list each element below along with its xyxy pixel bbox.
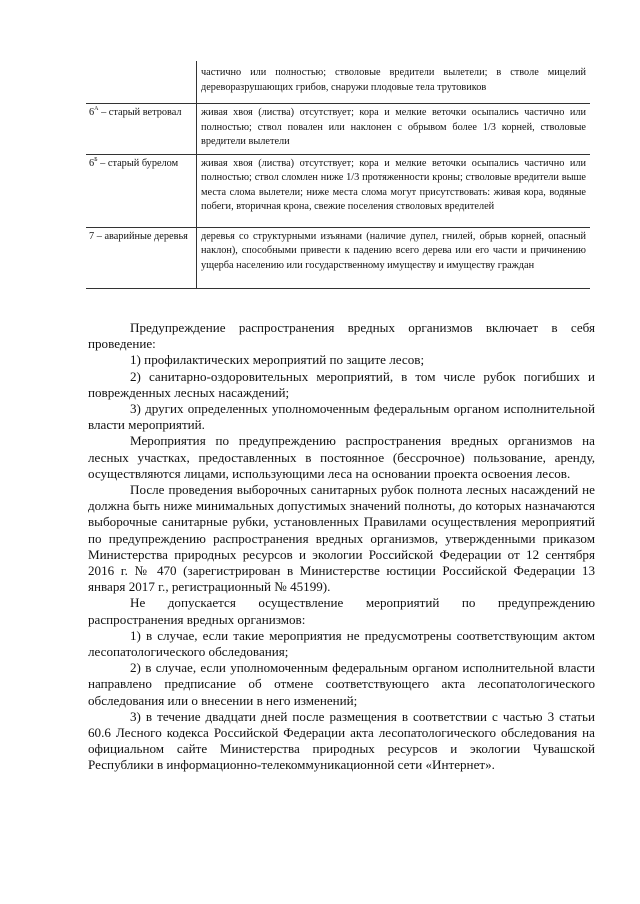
list-item: 2) санитарно-оздоровительных мероприятий, в том числе рубок погибших и поврежденных лесных насаждений;: [88, 368, 595, 400]
category-cell: [86, 61, 197, 104]
category-cell: [86, 227, 197, 288]
paragraph: Не допускается осуществление мероприятий по предупреждению распространения вредных организмов:: [88, 595, 595, 627]
category-cell: [86, 104, 197, 155]
category-number: 6: [89, 107, 95, 118]
category-number: 6: [89, 157, 95, 169]
paragraph: Мероприятия по предупреждению распространения вредных организмов на лесных участках, предоставленных в постоянное (бессрочное) пользование, аренду, осуществляются лицами, использующими леса на основании проекта освоения лесов.: [88, 433, 595, 481]
description-cell: живая хвоя (листва) отсутствует; кора и мелкие веточки осыпались частично или полностью; ствол повален или наклонен с обрывом более 1/3 корней, стволовые вредители вылетели: [197, 104, 591, 155]
paragraph: После проведения выборочных санитарных рубок полнота лесных насаждений не должна быть ниже минимальных допустимых значений полноты, до которых назначаются выборочные санитарные рубки, установленных Правилами осуществления мероприятий по предупреждению распространения вредных организмов, утвержденными приказом Министерства природных ресурсов и экологии Российской Федерации от 12 сентября 2016 г. № 470 (зарегистрирован в Министерстве юстиции Российской Федерации 13 января 2017 г., регистрационный № 45199).: [88, 482, 595, 595]
list-item: 2) в случае, если уполномоченным федеральным органом исполнительной власти направлено предписание об отмене соответствующего акта лесопатологического обследования или о внесении в него изменений;: [88, 660, 595, 708]
list-item: 1) профилактических мероприятий по защите лесов;: [130, 352, 425, 368]
category-superscript: А: [94, 106, 99, 112]
list-item: 3) других определенных уполномоченным федеральным органом исполнительной власти мероприятий.: [88, 401, 595, 433]
category-label: 7 – аварийные деревья: [89, 230, 188, 242]
table-row: [86, 154, 590, 227]
table-row: [86, 227, 590, 288]
body-text: [88, 320, 595, 774]
tree-condition-table: [86, 61, 590, 289]
paragraph: Предупреждение распространения вредных организмов включает в себя проведение:: [88, 320, 595, 352]
list-item: 1) в случае, если такие мероприятия не предусмотрены соответствующим актом лесопатологического обследования;: [88, 627, 595, 660]
category-label: – старый ветровал: [98, 107, 182, 118]
description-cell: деревья со структурными изъянами (наличие дупел, гнилей, обрыв корней, опасный наклон), способными привести к падению всего дерева или его части и причинению ущерба населению или государственному имуществу и имуществу граждан: [197, 227, 591, 288]
table-row: [86, 61, 590, 104]
description-cell: частично или полностью; стволовые вредители вылетели; в стволе мицелий дереворазрушающих грибов, снаружи плодовые тела трутовиков: [201, 67, 586, 93]
description-cell: живая хвоя (листва) отсутствует; кора и мелкие веточки осыпались частично или полностью; ствол сломлен ниже 1/3 протяженности кроны; стволовые вредители выше места слома вылетели; ниже места слома могут присутствовать: живая кора, водяные побеги, вторичная крона, свежие поселения стволовых вредителей: [197, 154, 591, 227]
category-label: – старый бурелом: [97, 157, 179, 169]
category-cell: [86, 154, 197, 227]
list-item: 3) в течение двадцати дней после размещения в соответствии с частью 3 статьи 60.6 Лесного кодекса Российской Федерации акта лесопатологического обследования на официальном сайте Министерства природных ресурсов и экологии Чувашской Республики в информационно-телекоммуникационной сети «Интернет».: [88, 708, 595, 773]
table-row: [86, 104, 590, 155]
category-superscript: Б: [94, 156, 98, 163]
